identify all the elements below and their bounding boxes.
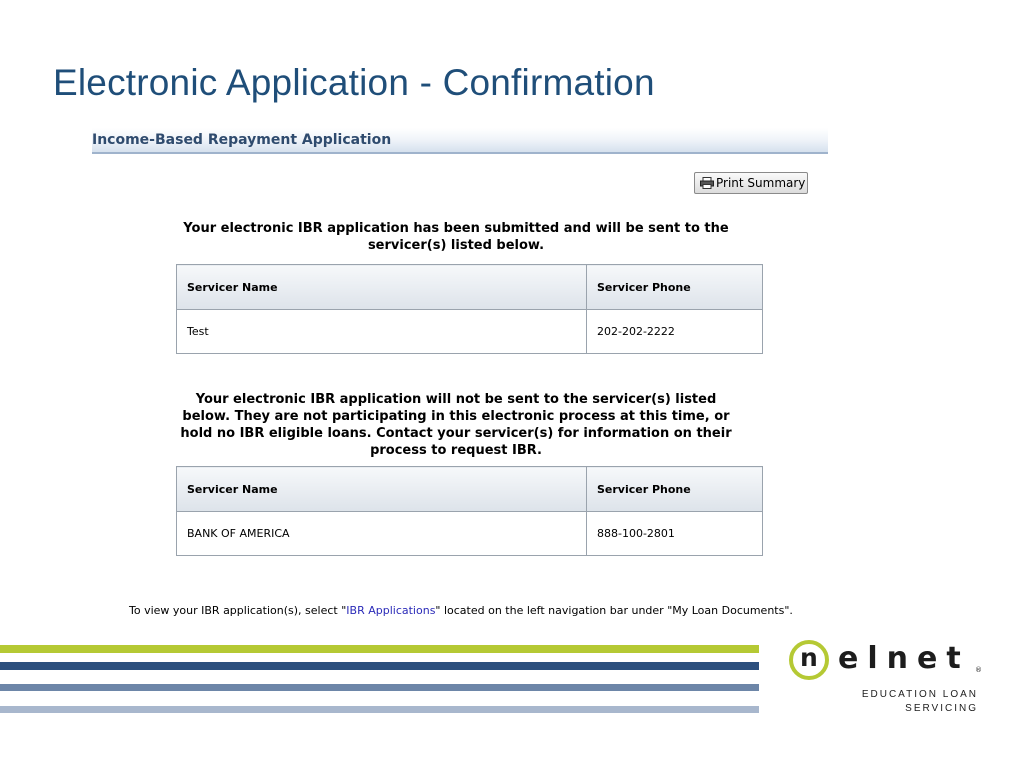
servicer-name-cell: BANK OF AMERICA [177, 512, 587, 556]
footer-instructions [129, 604, 793, 617]
column-header-servicer-phone: Servicer Phone [587, 467, 763, 512]
servicer-name-cell: Test [177, 310, 587, 354]
logo-tagline-line2: SERVICING [905, 703, 978, 714]
decorative-stripe-navy [0, 662, 759, 670]
table-header-row [177, 265, 763, 310]
servicer-phone-cell: 202-202-2222 [587, 310, 763, 354]
ibr-applications-link[interactable]: IBR Applications [346, 604, 436, 617]
registered-mark: ® [975, 666, 982, 674]
not-sent-servicers-table [176, 466, 763, 556]
logo-first-letter: n [800, 643, 818, 672]
print-summary-label: Print Summary [716, 176, 806, 190]
decorative-stripe-light-blue [0, 706, 759, 713]
logo-wordmark: elnet [838, 641, 970, 676]
nelnet-logo [787, 636, 987, 720]
app-header-bar [92, 128, 828, 154]
app-header-title: Income-Based Repayment Application [92, 132, 392, 148]
footer-suffix: " located on the left navigation bar under "My Loan Documents". [435, 604, 793, 617]
decorative-stripe-green [0, 645, 759, 653]
column-header-servicer-phone: Servicer Phone [587, 265, 763, 310]
slide-title: Electronic Application - Confirmation [53, 62, 655, 103]
table-row [177, 512, 763, 556]
submitted-message: Your electronic IBR application has been submitted and will be sent to the servicer(s) listed below. [183, 221, 729, 253]
print-summary-button[interactable] [694, 172, 808, 194]
decorative-stripe-slate [0, 684, 759, 691]
table-row [177, 310, 763, 354]
table-header-row [177, 467, 763, 512]
submitted-servicers-table [176, 264, 763, 354]
not-sent-message: Your electronic IBR application will not be sent to the servicer(s) listed below. They are not participating in this electronic process at this time, or hold no IBR eligible loans. Contact your servicer(s) for information on their process to request IBR. [180, 392, 732, 458]
footer-prefix: To view your IBR application(s), select " [129, 604, 347, 617]
column-header-servicer-name: Servicer Name [177, 467, 587, 512]
logo-tagline-line1: EDUCATION LOAN [861, 689, 978, 700]
column-header-servicer-name: Servicer Name [177, 265, 587, 310]
servicer-phone-cell: 888-100-2801 [587, 512, 763, 556]
printer-icon [700, 177, 714, 189]
